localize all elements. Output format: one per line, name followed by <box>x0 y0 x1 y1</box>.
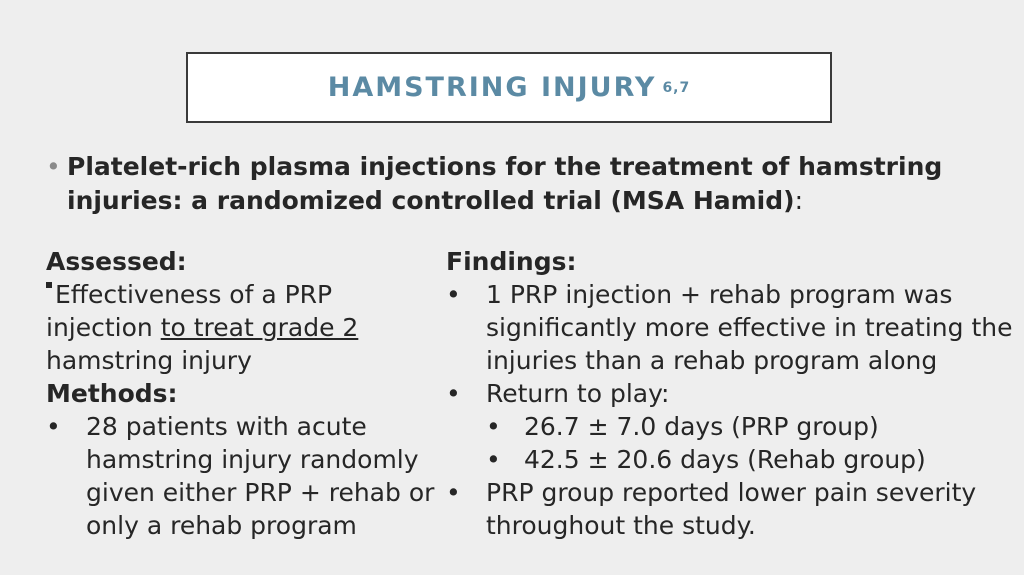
findings-list-item <box>446 278 1016 377</box>
sublist-item <box>486 443 1016 476</box>
methods-list <box>46 410 446 542</box>
bullet-dot: • <box>446 478 461 507</box>
square-bullet-icon <box>46 282 52 288</box>
intro-text <box>67 150 986 218</box>
findings-list <box>446 278 1016 542</box>
findings-item-text: 1 PRP injection + rehab program was significantly more effective in treating the injuries than a rehab program along <box>486 280 1013 375</box>
sublist-item <box>486 410 1016 443</box>
bullet-dot: • <box>446 379 461 408</box>
bullet-dot: • <box>46 412 61 441</box>
methods-list-item <box>46 410 446 542</box>
findings-list-item <box>446 377 1016 476</box>
assessed-text-underlined: to treat grade 2 <box>160 313 359 342</box>
intro-bullet-item <box>46 150 986 218</box>
findings-item-text: Return to play: <box>486 379 670 408</box>
return-to-play-sublist <box>486 410 1016 476</box>
findings-list-item <box>446 476 1016 542</box>
sublist-item-text: 42.5 ± 20.6 days (Rehab group) <box>524 445 926 474</box>
methods-heading: Methods: <box>46 379 178 408</box>
findings-heading: Findings: <box>446 247 577 276</box>
bullet-dot: • <box>46 152 61 181</box>
left-column <box>46 245 446 542</box>
sublist-item-text: 26.7 ± 7.0 days (PRP group) <box>524 412 879 441</box>
bullet-dot: • <box>446 280 461 309</box>
bullet-dot: • <box>486 445 501 474</box>
assessed-text-before: Effectiveness of a PRP injection <box>46 280 333 342</box>
assessed-item <box>46 278 446 377</box>
slide-title: HAMSTRING INJURY <box>327 72 657 103</box>
title-box <box>186 52 832 123</box>
assessed-heading: Assessed: <box>46 247 187 276</box>
findings-item-text: PRP group reported lower pain severity throughout the study. <box>486 478 977 540</box>
bullet-dot: • <box>486 412 501 441</box>
methods-item-text: 28 patients with acute hamstring injury randomly given either PRP + rehab or only a rehab program <box>86 412 435 540</box>
title-reference-superscript: 6,7 <box>662 79 691 96</box>
right-column <box>446 245 1016 542</box>
study-title: Platelet-rich plasma injections for the treatment of hamstring injuries: a randomized controlled trial (MSA Hamid) <box>67 152 943 215</box>
assessed-text-after: hamstring injury <box>46 346 252 375</box>
intro-colon: : <box>794 186 804 215</box>
